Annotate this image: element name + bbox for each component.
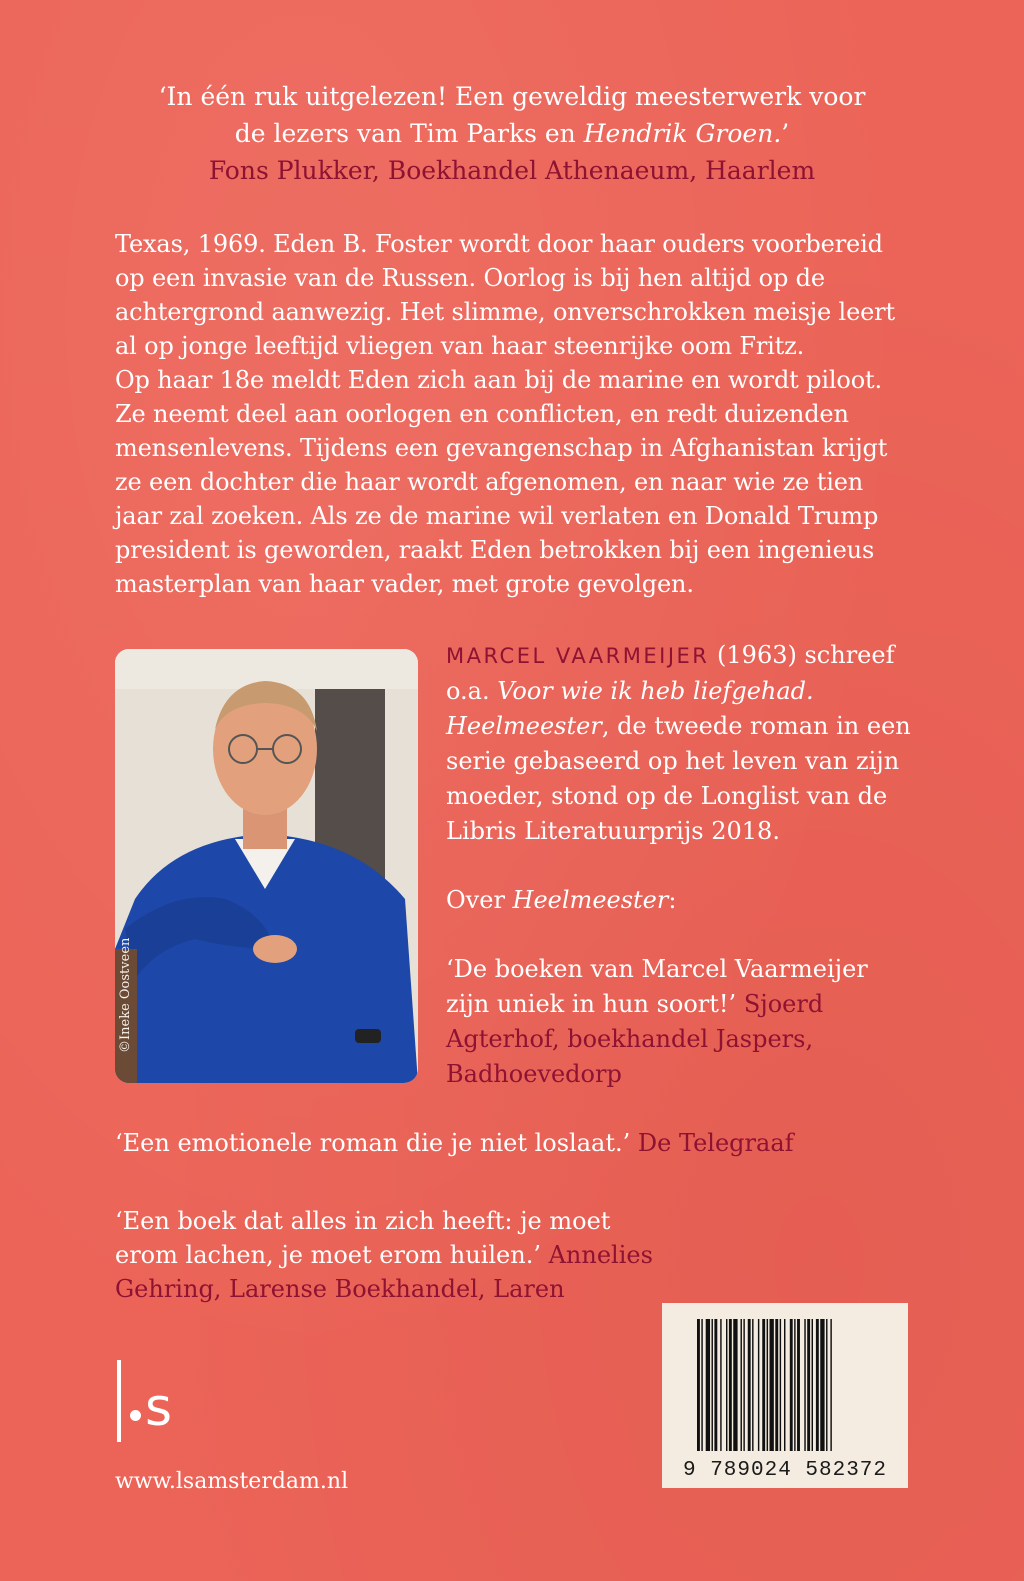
over-colon: : — [668, 886, 677, 914]
top-quote-title: Hendrik Groen. — [583, 119, 782, 148]
barcode-bar — [812, 1319, 813, 1451]
isbn-number: 9 789024 582372 — [682, 1459, 888, 1482]
barcode-bar — [743, 1319, 744, 1451]
barcode-bar — [767, 1319, 768, 1451]
author-quote-text: ‘De boeken van Marcel Vaarmeijer zijn uniek in hun soort!’ — [446, 955, 868, 1018]
barcode-bar — [807, 1319, 810, 1451]
barcode-bar — [726, 1319, 727, 1451]
barcode-bar — [706, 1319, 710, 1451]
top-quote-line1: ‘In één ruk uitgelezen! Een geweldig meesterwerk voor — [158, 82, 866, 111]
barcode-bar — [701, 1319, 702, 1451]
author-portrait-illustration — [115, 649, 418, 1083]
barcode-bar — [748, 1319, 751, 1451]
logo-letter: s — [145, 1378, 173, 1438]
barcode-bars — [697, 1319, 873, 1451]
author-bio-text — [446, 638, 916, 849]
synopsis — [115, 227, 915, 601]
over-label: Over — [446, 886, 513, 914]
top-quote-text: de lezers van Tim Parks en — [234, 119, 584, 148]
barcode-bar — [816, 1319, 819, 1451]
bio-title-2: Heelmeester — [446, 712, 602, 740]
publisher-website: www.lsamsterdam.nl — [115, 1469, 349, 1494]
logo-dot — [130, 1410, 141, 1421]
barcode-bar — [830, 1319, 831, 1451]
barcode-bar — [770, 1319, 774, 1451]
barcode-bar — [820, 1319, 824, 1451]
quote-text: ‘Een emotionele roman die je niet loslaat.’ — [115, 1129, 631, 1157]
author-bio — [446, 638, 916, 1126]
over-title: Heelmeester — [512, 886, 669, 914]
barcode-bar — [752, 1319, 753, 1451]
logo-bar — [117, 1360, 121, 1442]
publisher-logo — [115, 1360, 205, 1440]
author-years: (1963) — [709, 641, 797, 669]
top-quote-close: ’ — [781, 119, 790, 148]
author-name: MARCEL VAARMEIJER — [446, 644, 710, 668]
barcode-bar — [741, 1319, 742, 1451]
bio-text-a: schreef o.a. — [446, 641, 895, 705]
quote-gehring — [115, 1204, 675, 1306]
top-quote-line2 — [120, 115, 904, 152]
barcode-bar — [714, 1319, 717, 1451]
barcode-bar — [729, 1319, 732, 1451]
barcode-bar — [804, 1319, 805, 1451]
barcode-bar — [790, 1319, 793, 1451]
bio-text-b: , de tweede roman in een serie gebaseerd op het leven van zijn moeder, stond op de Longlist van de Libris Literatuurprijs 2018. — [446, 712, 911, 845]
over-heading — [446, 883, 916, 918]
quote-text: ‘Een boek dat alles in zich heeft: je moet erom lachen, je moet erom huilen.’ — [115, 1207, 611, 1269]
quote-telegraaf — [115, 1126, 935, 1160]
synopsis-paragraph-1: Texas, 1969. Eden B. Foster wordt door haar ouders voorbereid op een invasie van de Russen. Oorlog is bij hen altijd op de achtergrond aanwezig. Het slimme, onverschrokken meisje leert al op jonge leeftijd vliegen van haar steenrijke oom Fritz. — [115, 230, 896, 360]
barcode-bar — [758, 1319, 759, 1451]
author-quote-attribution: Sjoerd Agterhof, boekhandel Jaspers, Badhoevedorp — [446, 990, 824, 1088]
barcode-bar — [784, 1319, 785, 1451]
barcode-bar — [712, 1319, 713, 1451]
author-photo — [115, 649, 418, 1083]
barcode-bar — [775, 1319, 778, 1451]
barcode-bar — [797, 1319, 800, 1451]
bio-title-1: Voor wie ik heb liefgehad. — [497, 677, 814, 705]
barcode — [662, 1303, 908, 1488]
quote-attribution: De Telegraaf — [630, 1129, 794, 1157]
top-quote — [120, 78, 904, 189]
quote-attribution: Annelies Gehring, Larense Boekhandel, Laren — [115, 1241, 653, 1303]
barcode-bar — [794, 1319, 795, 1451]
synopsis-paragraph-2: Op haar 18e meldt Eden zich aan bij de marine en wordt piloot. Ze neemt deel aan oorlogen en conflicten, en redt duizenden mensenlevens. Tijdens een gevangenschap in Afghanistan krijgt ze een dochter die haar wordt afgenomen, en naar wie ze tien jaar zal zoeken. Als ze de marine wil verlaten en Donald Trump president is geworden, raakt Eden betrokken bij een ingenieus masterplan van haar vader, met grote gevolgen. — [115, 366, 888, 598]
barcode-bar — [780, 1319, 781, 1451]
top-quote-attribution: Fons Plukker, Boekhandel Athenaeum, Haarlem — [208, 156, 816, 185]
barcode-bar — [720, 1319, 721, 1451]
author-quote — [446, 952, 916, 1092]
barcode-bar — [697, 1319, 700, 1451]
barcode-bar — [733, 1319, 737, 1451]
barcode-bar — [826, 1319, 827, 1451]
barcode-bar — [762, 1319, 765, 1451]
photo-credit: ©Ineke Oostveen — [118, 937, 133, 1053]
